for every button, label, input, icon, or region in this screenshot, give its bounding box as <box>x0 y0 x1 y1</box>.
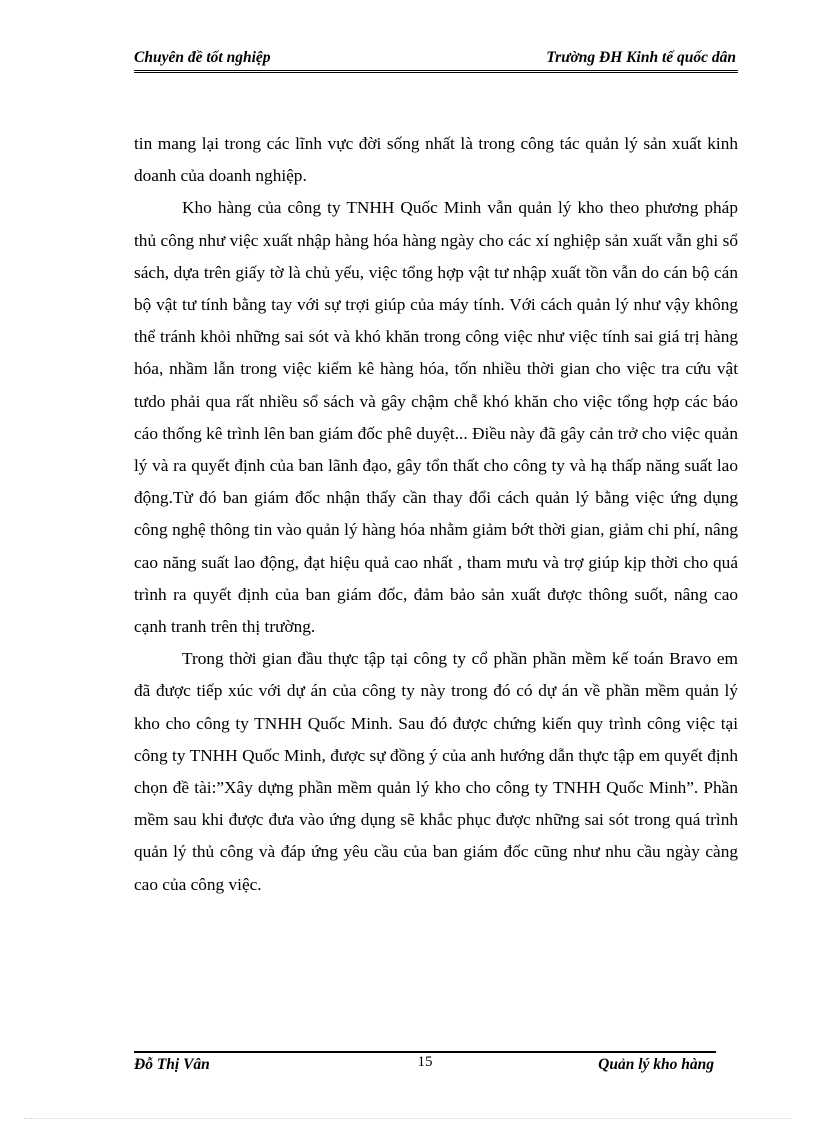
paragraph-1: tin mang lại trong các lĩnh vực đời sống nhất là trong công tác quản lý sản xuất kinh doanh của doanh nghiệp. <box>134 134 738 186</box>
header-university: Trường ĐH Kinh tế quốc dân <box>546 49 736 66</box>
page-number: 15 <box>417 1054 433 1070</box>
page-header <box>134 46 738 73</box>
footer-topic: Quản lý kho hàng <box>598 1056 714 1073</box>
page-bottom-edge <box>24 1118 792 1119</box>
paragraph-3: Trong thời gian đầu thực tập tại công ty cổ phần phần mềm kế toán Bravo em đã được tiếp xúc với dự án của công ty này trong đó có dự án về phần mềm quản lý kho cho công ty TNHH Quốc Minh. Sau đó được chứng kiến quy trình công việc tại công ty TNHH Quốc Minh, được sự đồng ý của anh hướng dẫn thực tập em quyết định chọn đề tài:”Xây dựng phần mềm quản lý kho cho công ty TNHH Quốc Minh”. Phần mềm sau khi được đưa vào ứng dụng sẽ khắc phục được những sai sót trong quá trình quản lý thủ công và đáp ứng yêu cầu của ban giám đốc cũng như nhu cầu ngày càng cao của công việc. <box>134 649 738 894</box>
footer-divider <box>134 1051 716 1053</box>
header-thesis-title: Chuyên đề tốt nghiệp <box>134 49 271 66</box>
document-body <box>134 128 738 901</box>
paragraph-2: Kho hàng của công ty TNHH Quốc Minh vẫn quản lý kho theo phương pháp thủ công như việc xuất nhập hàng hóa hàng ngày cho các xí nghiệp sản xuất vẫn ghi sổ sách, dựa trên giấy tờ là chủ yếu, việc tổng hợp vật tư nhập xuất tồn vẫn do cán bộ cán bộ vật tư tính bằng tay với sự trợi giúp của máy tính. Với cách quản lý như vậy không thể tránh khỏi những sai sót và khó khăn trong công việc như việc tính sai giá trị hàng hóa, nhầm lẫn trong việc kiểm kê hàng hóa, tốn nhiều thời gian cho việc tra cứu vật tưdo phải qua rất nhiều sổ sách và gây chậm chễ khó khăn cho việc tổng hợp các báo cáo thống kê trình lên ban giám đốc phê duyệt... Điều này đã gây cản trở cho việc quản lý và ra quyết định của ban lãnh đạo, gây tổn thất cho công ty và hạ thấp năng suất lao động.Từ đó ban giám đốc nhận thấy cần thay đổi cách quản lý bằng việc ứng dụng công nghệ thông tin vào quản lý hàng hóa nhằm giảm bớt thời gian, giảm chi phí, nâng cao năng suất lao động, đạt hiệu quả cao nhất , tham mưu và trợ giúp kịp thời cho quá trình ra quyết định của ban giám đốc, đảm bảo sản xuất được thông suốt, nâng cao cạnh tranh trên thị trường. <box>134 198 738 637</box>
footer-author: Đỗ Thị Vân <box>134 1056 210 1073</box>
page-footer <box>134 1054 716 1076</box>
